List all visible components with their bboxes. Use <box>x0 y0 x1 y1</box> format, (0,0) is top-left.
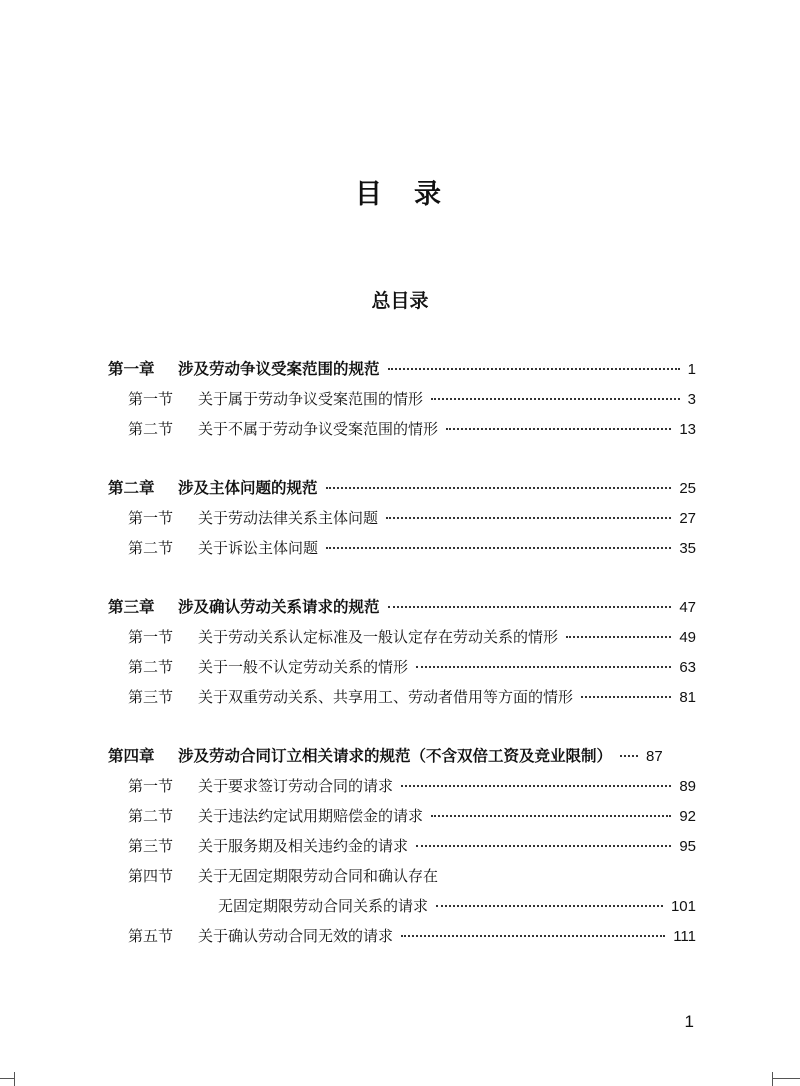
toc-chapter[interactable] <box>108 741 696 771</box>
section-number: 第一节 <box>128 509 174 527</box>
toc-section-continuation[interactable] <box>108 891 696 921</box>
toc-section[interactable] <box>108 414 696 444</box>
dot-leader <box>416 845 671 847</box>
dot-leader <box>566 636 671 638</box>
crop-mark <box>772 1072 773 1086</box>
section-title: 关于一般不认定劳动关系的情形 <box>198 658 409 676</box>
section-number: 第三节 <box>128 837 174 855</box>
chapter-page: 87 <box>646 748 663 765</box>
dot-leader <box>620 755 638 757</box>
page-title-char: 目 <box>355 179 386 210</box>
chapter-number: 第三章 <box>108 597 155 616</box>
toc-section[interactable] <box>108 384 696 414</box>
section-number: 第三节 <box>128 688 174 706</box>
section-number: 第一节 <box>128 777 174 795</box>
section-page: 111 <box>673 928 696 945</box>
toc-section[interactable] <box>108 921 696 951</box>
page-number: 1 <box>684 1012 694 1031</box>
section-title: 关于要求签订劳动合同的请求 <box>198 777 394 795</box>
chapter-page: 25 <box>679 480 696 497</box>
dot-leader <box>431 398 680 400</box>
toc-chapter[interactable] <box>108 592 696 622</box>
section-page: 13 <box>679 421 696 438</box>
dot-leader <box>388 606 672 608</box>
section-number: 第一节 <box>128 628 174 646</box>
section-page: 27 <box>679 510 696 527</box>
section-page: 63 <box>679 659 696 676</box>
toc-section[interactable] <box>108 622 696 652</box>
dot-leader <box>401 935 665 937</box>
section-page: 49 <box>679 629 696 646</box>
section-title: 关于确认劳动合同无效的请求 <box>198 927 394 945</box>
section-number: 第二节 <box>128 539 174 557</box>
dot-leader <box>581 696 671 698</box>
chapter-number: 第一章 <box>108 359 155 378</box>
crop-mark <box>0 1078 14 1079</box>
section-page: 95 <box>679 838 696 855</box>
dot-leader <box>386 517 671 519</box>
chapter-number: 第四章 <box>108 746 155 765</box>
section-number: 第二节 <box>128 807 174 825</box>
table-of-contents <box>108 354 696 951</box>
section-title: 关于服务期及相关违约金的请求 <box>198 837 409 855</box>
toc-section[interactable] <box>108 801 696 831</box>
toc-section[interactable] <box>108 533 696 563</box>
toc-section[interactable] <box>108 771 696 801</box>
chapter-title: 涉及主体问题的规范 <box>178 478 318 497</box>
section-page: 101 <box>670 898 696 915</box>
crop-mark <box>14 1072 15 1086</box>
toc-section[interactable] <box>108 652 696 682</box>
section-page: 35 <box>679 540 696 557</box>
dot-leader <box>326 547 671 549</box>
chapter-title: 涉及劳动争议受案范围的规范 <box>178 359 380 378</box>
section-number: 第四节 <box>128 867 174 885</box>
chapter-page: 47 <box>679 599 696 616</box>
dot-leader <box>431 815 671 817</box>
section-title: 关于诉讼主体问题 <box>198 539 319 557</box>
section-page: 3 <box>687 391 696 408</box>
section-title: 关于双重劳动关系、共享用工、劳动者借用等方面的情形 <box>198 688 574 706</box>
chapter-number: 第二章 <box>108 478 155 497</box>
chapter-page: 1 <box>687 361 696 378</box>
section-page: 81 <box>679 689 696 706</box>
toc-section[interactable] <box>108 861 696 891</box>
toc-chapter[interactable] <box>108 354 696 384</box>
toc-section[interactable] <box>108 682 696 712</box>
section-number: 第二节 <box>128 658 174 676</box>
section-page: 89 <box>679 778 696 795</box>
dot-leader <box>436 905 663 907</box>
chapter-title: 涉及劳动合同订立相关请求的规范（不含双倍工资及竞业限制） <box>178 746 613 765</box>
section-number: 第二节 <box>128 420 174 438</box>
section-title: 关于劳动法律关系主体问题 <box>198 509 379 527</box>
section-title: 关于无固定期限劳动合同和确认存在 <box>198 867 439 885</box>
section-number: 第一节 <box>128 390 174 408</box>
section-title: 关于劳动关系认定标准及一般认定存在劳动关系的情形 <box>198 628 559 646</box>
section-title: 关于属于劳动争议受案范围的情形 <box>198 390 424 408</box>
dot-leader <box>416 666 671 668</box>
dot-leader <box>326 487 672 489</box>
section-title: 关于不属于劳动争议受案范围的情形 <box>198 420 439 438</box>
toc-section[interactable] <box>108 831 696 861</box>
dot-leader <box>401 785 671 787</box>
dot-leader <box>388 368 680 370</box>
section-title-continuation: 无固定期限劳动合同关系的请求 <box>218 897 429 915</box>
chapter-title: 涉及确认劳动关系请求的规范 <box>178 597 380 616</box>
crop-mark <box>773 1078 800 1079</box>
section-title: 关于违法约定试用期赔偿金的请求 <box>198 807 424 825</box>
toc-chapter[interactable] <box>108 473 696 503</box>
section-number: 第五节 <box>128 927 174 945</box>
toc-subtitle: 总目录 <box>371 290 429 312</box>
dot-leader <box>446 428 671 430</box>
toc-section[interactable] <box>108 503 696 533</box>
page-title <box>0 172 800 211</box>
section-page: 92 <box>679 808 696 825</box>
page-title-char: 录 <box>414 179 445 210</box>
